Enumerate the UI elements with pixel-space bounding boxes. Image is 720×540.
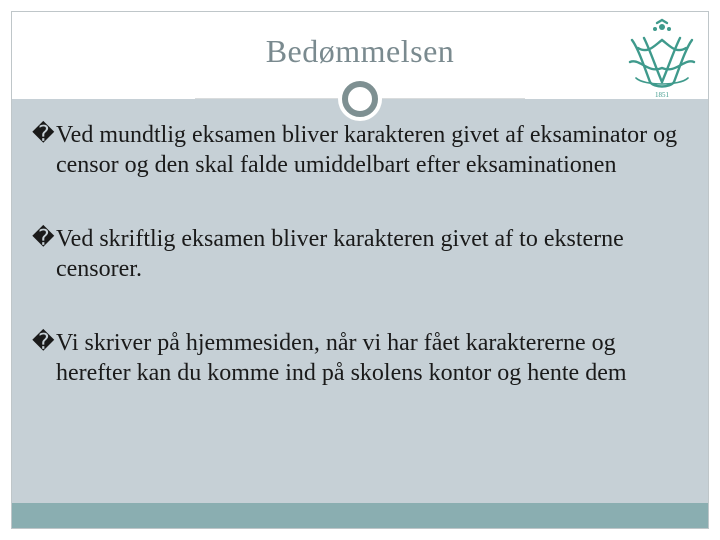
bullet-item	[32, 120, 692, 180]
logo-year: 1851	[655, 91, 669, 99]
bullet-marker-icon: �	[32, 122, 55, 147]
bullet-item	[32, 224, 692, 284]
bullet-text: Ved skriftlig eksamen bliver karakteren givet af to eksterne censorer.	[56, 226, 624, 282]
slide-title: Bedømmelsen	[265, 33, 455, 69]
ring-ornament-icon	[342, 81, 378, 117]
crown-monogram-logo	[624, 18, 700, 102]
bullet-list	[32, 120, 692, 388]
bullet-text: Vi skriver på hjemmesiden, når vi har fået karaktererne og herefter kan du komme ind på skolens kontor og hente dem	[56, 330, 627, 386]
bullet-text: Ved mundtlig eksamen bliver karakteren givet af eksaminator og censor og den skal falde umiddelbart efter eksaminationen	[56, 122, 678, 178]
bullet-item	[32, 328, 692, 388]
bullet-marker-icon: �	[32, 226, 55, 251]
bullet-marker-icon: �	[32, 330, 55, 355]
